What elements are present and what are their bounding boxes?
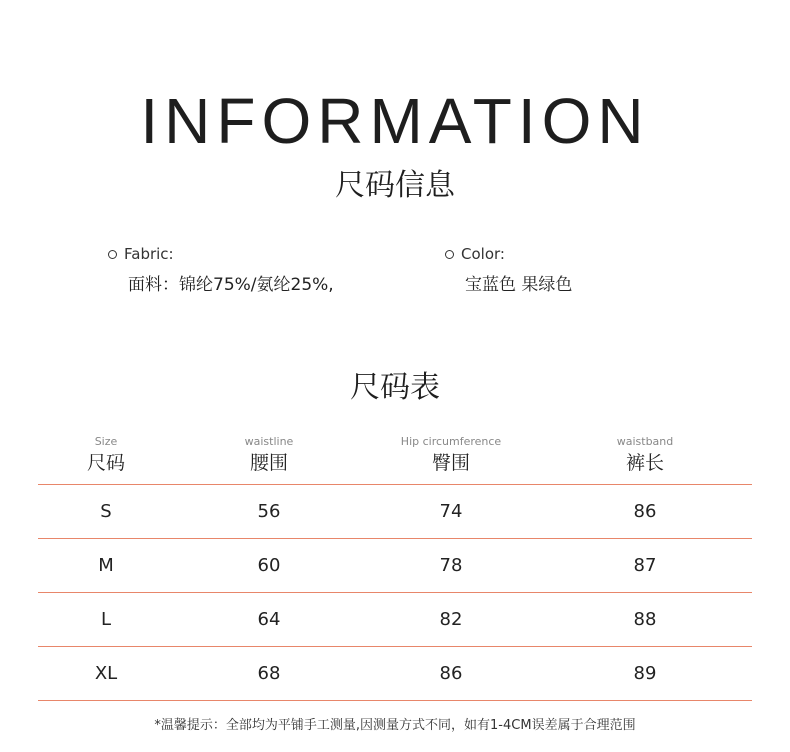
cell-size: S [100,501,112,522]
table-row [38,539,752,593]
cell-size: XL [94,663,118,684]
size-chart-title: 尺码表 [350,370,440,405]
fabric-heading [108,244,334,264]
cell-hip: 82 [439,609,463,630]
measurement-note: *温馨提示：全部均为平铺手工测量,因测量方式不同，如有1-4CM误差属于合理范围 [154,718,636,733]
cell-hip: 86 [439,663,463,684]
table-header-row [38,432,752,485]
cell-size: L [100,609,112,630]
cell-hip: 78 [439,555,463,576]
fabric-label: Fabric: [124,245,174,263]
table-row [38,485,752,539]
color-info [445,244,572,297]
title-english: INFORMATION [140,85,650,157]
cell-waist: 60 [257,555,281,576]
cell-length: 89 [633,663,657,684]
color-label: Color: [461,245,505,263]
column-header-waist [174,432,364,484]
fabric-value: 面料：锦纶75%/氨纶25%, [128,275,334,295]
column-header-hip [364,432,538,484]
column-header-cn: 裤长 [625,452,664,474]
column-header-en: waistline [244,435,294,448]
color-heading [445,244,572,264]
cell-waist: 56 [257,501,281,522]
cell-length: 88 [633,609,657,630]
circle-bullet-icon [108,250,117,259]
column-header-cn: 腰围 [249,452,288,474]
title-chinese: 尺码信息 [335,168,455,203]
cell-size: M [98,555,114,576]
cell-hip: 74 [439,501,463,522]
cell-length: 86 [633,501,657,522]
cell-waist: 64 [257,609,281,630]
column-header-size [38,432,174,484]
cell-waist: 68 [257,663,281,684]
column-header-en: Size [94,435,118,448]
column-header-length [538,432,752,484]
color-value: 宝蓝色 果绿色 [465,275,573,295]
cell-length: 87 [633,555,657,576]
size-table [38,432,752,701]
table-row [38,593,752,647]
table-row [38,647,752,701]
column-header-en: waistband [616,435,674,448]
column-header-cn: 尺码 [86,452,125,474]
fabric-info [108,244,334,297]
column-header-en: Hip circumference [400,435,502,448]
circle-bullet-icon [445,250,454,259]
column-header-cn: 臀围 [431,452,470,474]
